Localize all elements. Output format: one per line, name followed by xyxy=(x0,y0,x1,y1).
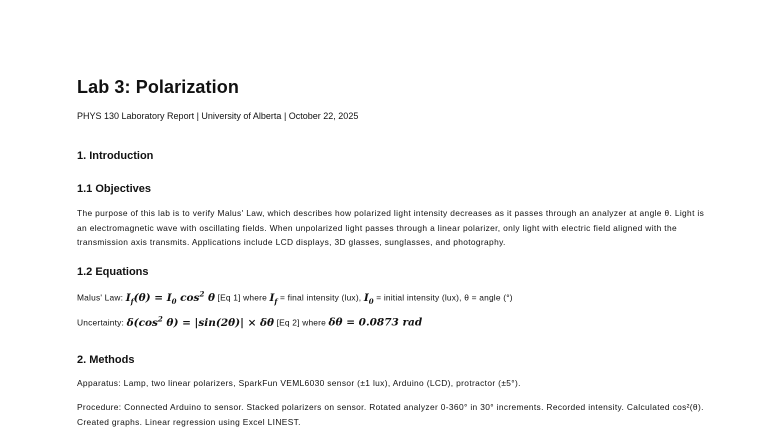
eq2-tag: [Eq 2] where xyxy=(276,317,327,328)
initial-intensity-symbol: $I_0$ xyxy=(363,291,374,306)
page-subtitle: PHYS 130 Laboratory Report | University of Alberta | October 22, 2025 xyxy=(77,111,359,121)
final-intensity-symbol: $I_f$ xyxy=(269,291,278,306)
apparatus-paragraph: Apparatus: Lamp, two linear polarizers, SparkFun VEML6030 sensor (±1 lux), Arduino (LCD), protractor (±5°). xyxy=(77,378,521,388)
section-heading-introduction: 1. Introduction xyxy=(77,150,154,162)
objectives-paragraph: The purpose of this lab is to verify Malus' Law, which describes how polarized light intensity decreases as it passes through an analyzer at angle θ. Light is an electromagnetic wave with oscillating fields. When unpolarized light passes through a linear polarizer, only light with electric field aligned with the transmission axis transmits. Applications include LCD displays, 3D glasses, sunglasses, and photography. xyxy=(77,208,705,248)
malus-law-label: Malus' Law: xyxy=(77,292,124,303)
page-title: Lab 3: Polarization xyxy=(77,77,239,97)
section-heading-methods: 2. Methods xyxy=(77,354,135,366)
final-intensity-desc: = final intensity (lux), xyxy=(279,292,362,303)
malus-law-formula: $I_f(\theta) = I_0$ $\cos^2 \theta$ xyxy=(125,289,216,306)
uncertainty-line xyxy=(77,314,422,329)
delta-theta-value: δθ = 0.0873 rad xyxy=(328,316,423,329)
uncertainty-formula: $\delta(\cos^2$ θ) = |sin(2θ)| × δθ xyxy=(126,314,275,329)
initial-intensity-desc: = initial intensity (lux), θ = angle (°) xyxy=(376,292,513,303)
eq1-tag: [Eq 1] where xyxy=(217,292,267,303)
procedure-paragraph: Procedure: Connected Arduino to sensor. Stacked polarizers on sensor. Rotated analyzer 0-360° in 30° increments. Recorded intensity. Calculated cos²(θ). Created graphs. Linear regression using Excel LINEST. xyxy=(77,402,704,427)
subsection-heading-equations: 1.2 Equations xyxy=(77,266,149,278)
malus-law-line xyxy=(77,289,513,306)
uncertainty-label: Uncertainty: xyxy=(77,317,125,328)
subsection-heading-objectives: 1.1 Objectives xyxy=(77,183,151,195)
